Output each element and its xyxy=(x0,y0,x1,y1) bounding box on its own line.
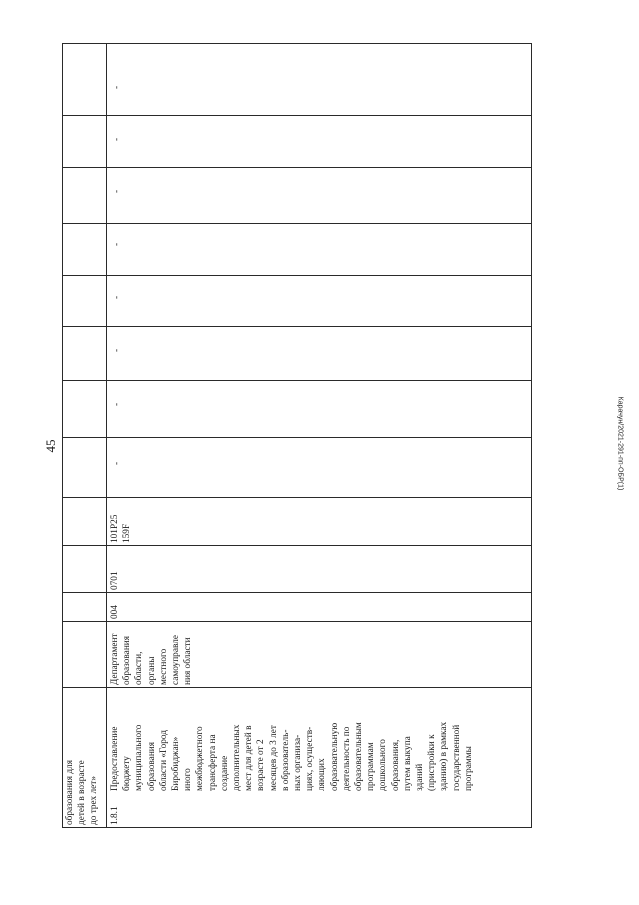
executor: Департамент образования области, органы местного самоуправле ния области xyxy=(110,633,194,685)
value-cell: - xyxy=(112,402,122,406)
table-border-top xyxy=(62,43,532,44)
value-cell: - xyxy=(112,242,122,246)
row-divider-10 xyxy=(62,592,532,593)
rzpr-code: 0701 xyxy=(110,571,120,590)
page-number: 45 xyxy=(43,439,58,453)
row-divider-2 xyxy=(62,167,532,168)
value-cell: - xyxy=(112,189,122,193)
row-divider-3 xyxy=(62,223,532,224)
value-cell: - xyxy=(112,137,122,141)
row-description: Предоставление бюджету муниципального образования области «Город Биробиджан» иного межбюджетного трансферта на создание дополнительных мест для детей в возрасте от 2 месяцев до 3 лет в образователь- ных организа- циях, осуществ- ляющих образовательную деятельность по образовательным программам дошкольного образования, путем выкупа зданий (пристройки к зданию) в рамках государственной программы xyxy=(110,721,474,791)
table-border-left xyxy=(62,43,63,828)
budget-table xyxy=(62,43,532,828)
row-divider-4 xyxy=(62,275,532,276)
row-id: 1.8.1 xyxy=(110,806,120,825)
row-divider-5 xyxy=(62,326,532,327)
table-border-bottom xyxy=(62,827,532,828)
table-border-right xyxy=(531,43,532,828)
grbs-code: 004 xyxy=(110,605,120,619)
continued-row-text: образования для детей в возрасте до трех лет» xyxy=(65,759,100,825)
row-divider-9 xyxy=(62,545,532,546)
csr-code: 101P25 159F xyxy=(110,514,133,543)
value-cell: - xyxy=(112,295,122,299)
col-divider-1 xyxy=(106,43,107,828)
row-divider-8 xyxy=(62,497,532,498)
value-cell: - xyxy=(112,461,122,465)
row-divider-1 xyxy=(62,115,532,116)
document-side-code: Карачун/2021-291-пп-ОБР(1) xyxy=(616,396,624,491)
value-cell: - xyxy=(112,85,122,89)
row-divider-7 xyxy=(62,437,532,438)
row-divider-6 xyxy=(62,380,532,381)
value-cell: - xyxy=(112,348,122,352)
